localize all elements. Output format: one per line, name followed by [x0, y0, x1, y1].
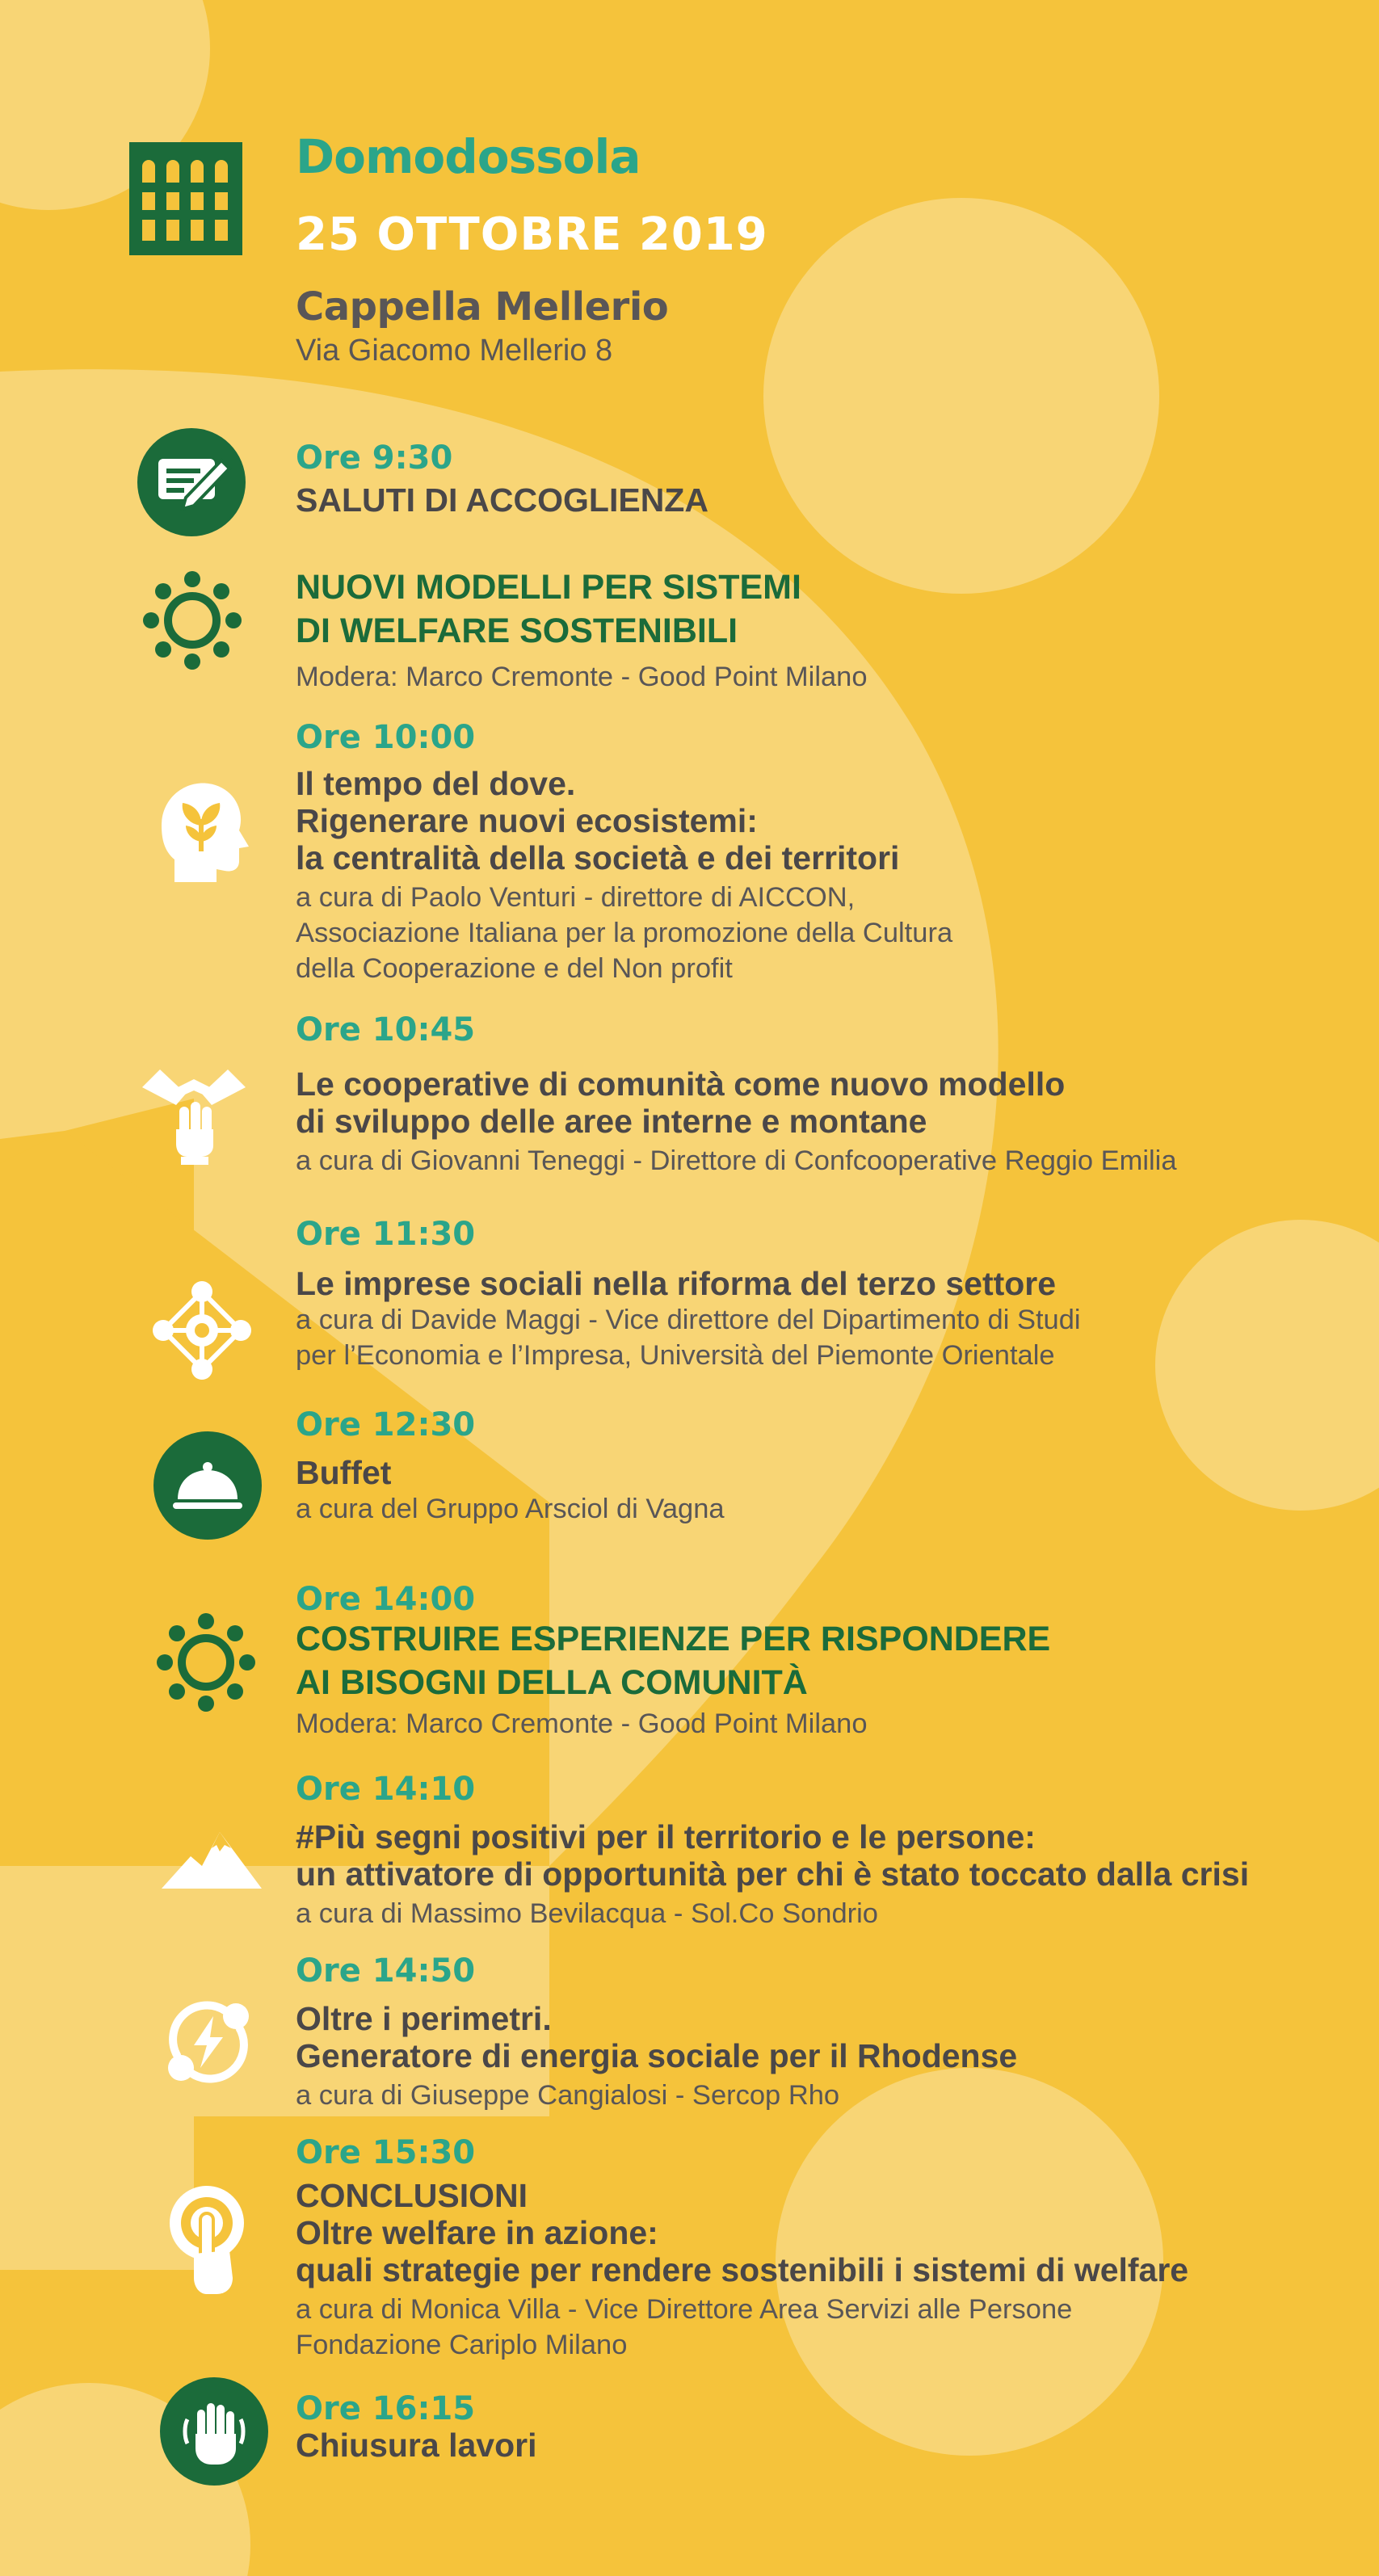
head-plant-icon: [145, 777, 250, 882]
item-title-line: Rigenerare nuovi ecosistemi:: [296, 802, 758, 839]
item-time: Ore 14:10: [296, 1771, 476, 1808]
event-header: [296, 129, 1347, 184]
item-title: SALUTI DI ACCOGLIENZA: [296, 481, 708, 519]
joined-hands-icon: [139, 1065, 249, 1165]
item-title-line: Oltre i perimetri.: [296, 2000, 552, 2037]
section-community-needs: [296, 1582, 1347, 1742]
mountain-icon: [162, 1824, 262, 1889]
item-speaker: a cura di Paolo Venturi - direttore di AICCON,: [296, 882, 856, 913]
community-circle-icon: [155, 1612, 257, 1713]
item-title-line: la centralità della società e dei territori: [296, 839, 900, 876]
section-title-line: COSTRUIRE ESPERIENZE PER RISPONDERE: [296, 1620, 1051, 1658]
agenda-item-1130: [296, 1217, 1347, 1373]
agenda-item-1230: [296, 1407, 1347, 1527]
item-speaker: a cura di Giuseppe Cangialosi - Sercop Rho: [296, 2080, 840, 2111]
item-time: Ore 15:30: [296, 2134, 476, 2171]
agenda-item-1000: [296, 720, 1347, 986]
item-time: Ore 11:30: [296, 1216, 476, 1253]
item-speaker: a cura di Giovanni Teneggi - Direttore di Confcooperative Reggio Emilia: [296, 1145, 1177, 1176]
cloche-icon: [153, 1431, 262, 1540]
item-speaker: a cura di Massimo Bevilacqua - Sol.Co Sondrio: [296, 1898, 878, 1929]
item-title-line: Il tempo del dove.: [296, 765, 576, 802]
event-date: 25 OTTOBRE 2019: [296, 208, 768, 261]
item-title-line: Generatore di energia sociale per il Rhodense: [296, 2037, 1018, 2074]
item-time: Ore 9:30: [296, 439, 453, 477]
item-title-line: Le cooperative di comunità come nuovo modello: [296, 1065, 1066, 1103]
item-title-line: di sviluppo delle aree interne e montane: [296, 1103, 927, 1140]
agenda-item-1615: [296, 2391, 1347, 2464]
moderator: Modera: Marco Cremonte - Good Point Milano: [296, 662, 868, 692]
agenda-item-1530: [296, 2135, 1347, 2363]
community-circle-icon: [141, 569, 243, 671]
item-title-line: Chiusura lavori: [296, 2427, 537, 2464]
section-title-line: NUOVI MODELLI PER SISTEMI: [296, 568, 801, 607]
item-speaker: Associazione Italiana per la promozione della Cultura: [296, 918, 953, 948]
energy-cycle-icon: [162, 1995, 255, 2089]
item-title-line: Oltre welfare in azione:: [296, 2214, 658, 2251]
agenda-item-1410: [296, 1771, 1347, 1931]
item-speaker: Fondazione Cariplo Milano: [296, 2330, 628, 2360]
item-title-line: CONCLUSIONI: [296, 2177, 528, 2214]
section-title-line: AI BISOGNI DELLA COMUNITÀ: [296, 1663, 808, 1702]
item-time: Ore 14:00: [296, 1581, 476, 1618]
agenda-item-1450: [296, 1953, 1347, 2113]
section-title-line: DI WELFARE SOSTENIBILI: [296, 611, 738, 650]
item-speaker: a cura di Davide Maggi - Vice direttore del Dipartimento di Studi: [296, 1305, 1081, 1335]
item-speaker: a cura di Monica Villa - Vice Direttore Area Servizi alle Persone: [296, 2294, 1073, 2325]
agenda-item-0930: [296, 440, 1347, 524]
item-title-line: Le imprese sociali nella riforma del terzo settore: [296, 1265, 1057, 1302]
item-speaker: a cura del Gruppo Arsciol di Vagna: [296, 1494, 725, 1524]
item-time: Ore 16:15: [296, 2390, 476, 2427]
venue-block: [296, 283, 1347, 370]
raised-hand-icon: [160, 2377, 268, 2486]
agenda-item-1045: [296, 1012, 1347, 1179]
item-speaker: per l’Economia e l’Impresa, Università del Piemonte Orientale: [296, 1340, 1055, 1371]
item-time: Ore 10:00: [296, 719, 476, 756]
item-title-line: quali strategie per rendere sostenibili i sistemi di welfare: [296, 2251, 1189, 2288]
event-city: Domodossola: [296, 129, 641, 184]
venue-name: Cappella Mellerio: [296, 284, 669, 330]
moderator: Modera: Marco Cremonte - Good Point Milano: [296, 1708, 868, 1739]
item-time: Ore 12:30: [296, 1406, 476, 1443]
venue-address: Via Giacomo Mellerio 8: [296, 334, 613, 368]
item-title-line: Buffet: [296, 1454, 392, 1491]
building-icon: [129, 142, 242, 255]
section-welfare-models: [296, 565, 1347, 695]
item-time: Ore 10:45: [296, 1011, 476, 1048]
item-time: Ore 14:50: [296, 1952, 476, 1990]
network-icon: [152, 1280, 252, 1380]
touch-target-icon: [162, 2181, 252, 2302]
event-date-block: [296, 208, 1347, 261]
item-speaker: della Cooperazione e del Non profit: [296, 953, 733, 984]
registration-icon: [137, 428, 246, 536]
item-title-line: #Più segni positivi per il territorio e le persone:: [296, 1818, 1036, 1855]
item-title-line: un attivatore di opportunità per chi è stato toccato dalla crisi: [296, 1855, 1250, 1893]
